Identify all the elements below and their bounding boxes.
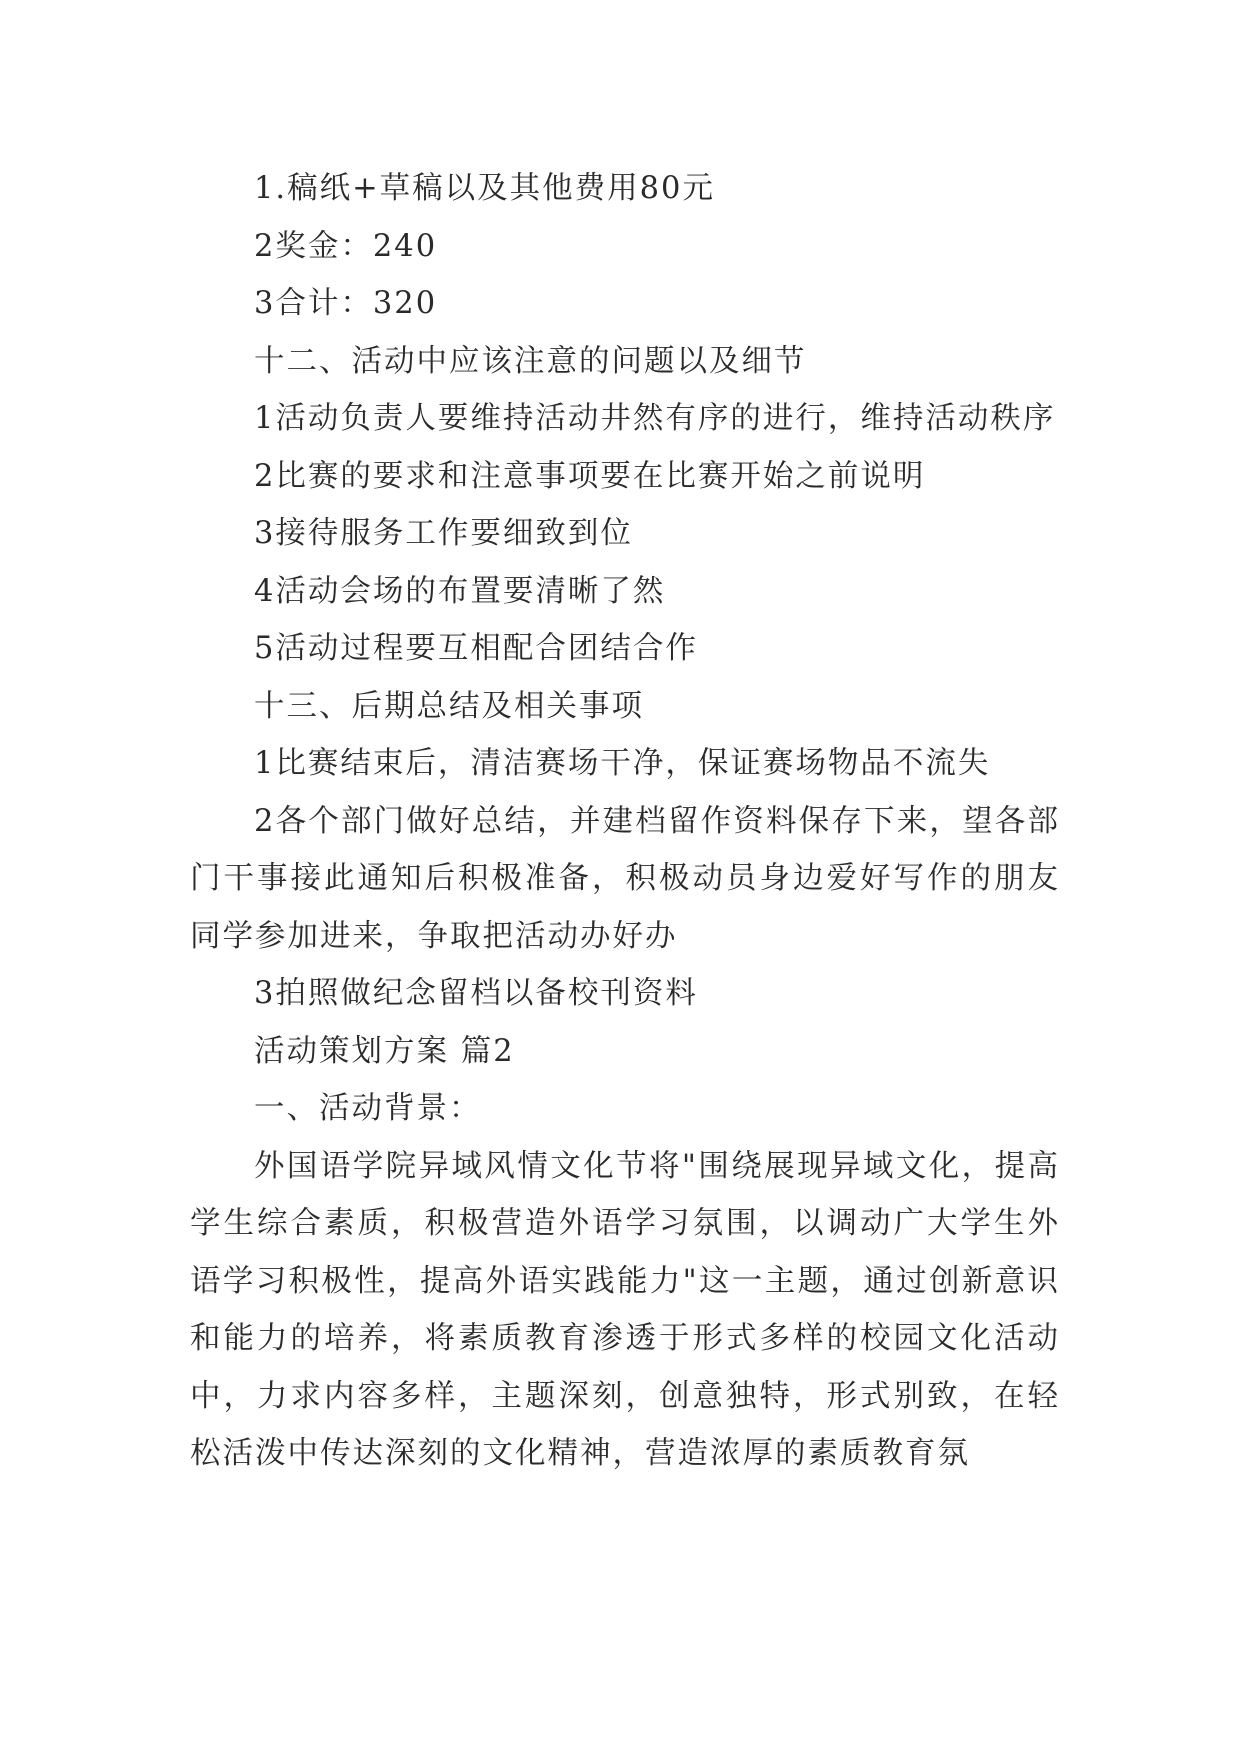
paragraph-summary-2: 2各个部门做好总结，并建档留作资料保存下来，望各部门干事接此通知后积极准备，积极动员身边爱好写作的朋友同学参加进来，争取把活动办好办 (190, 803, 1060, 954)
paragraph-cost-prize: 2奖金：240 (254, 228, 438, 264)
paragraph-summary-3: 3拍照做纪念留档以备校刊资料 (254, 976, 698, 1011)
section-heading-13: 十三、后期总结及相关事项 (254, 688, 644, 724)
plan-title-2: 活动策划方案 篇2 (254, 1033, 515, 1069)
paragraph-note-2: 2比赛的要求和注意事项要在比赛开始之前说明 (254, 458, 926, 494)
section-heading-12: 十二、活动中应该注意的问题以及细节 (254, 343, 807, 379)
paragraph-note-1: 1活动负责人要维持活动井然有序的进行，维持活动秩序 (254, 401, 1056, 436)
paragraph-note-3: 3接待服务工作要细致到位 (254, 516, 633, 551)
document-body (190, 160, 1060, 1483)
paragraph-cost-paper: 1.稿纸+草稿以及其他费用80元 (254, 171, 715, 206)
paragraph-cost-total: 3合计：320 (254, 286, 438, 321)
section-heading-background: 一、活动背景： (254, 1091, 482, 1126)
paragraph-note-4: 4活动会场的布置要清晰了然 (254, 573, 666, 609)
paragraph-summary-1: 1比赛结束后，清洁赛场干净，保证赛场物品不流失 (254, 746, 991, 781)
paragraph-background: 外国语学院异域风情文化节将"围绕展现异域文化，提高学生综合素质，积极营造外语学习氛围，以调动广大学生外语学习积极性，提高外语实践能力"这一主题，通过创新意识和能力的培养，将素质教育渗透于形式多样的校园文化活动中，力求内容多样，主题深刻，创意独特，形式别致，在轻松活泼中传达深刻的文化精神，营造浓厚的素质教育氛 (190, 1148, 1060, 1471)
paragraph-note-5: 5活动过程要互相配合团结合作 (254, 631, 698, 666)
